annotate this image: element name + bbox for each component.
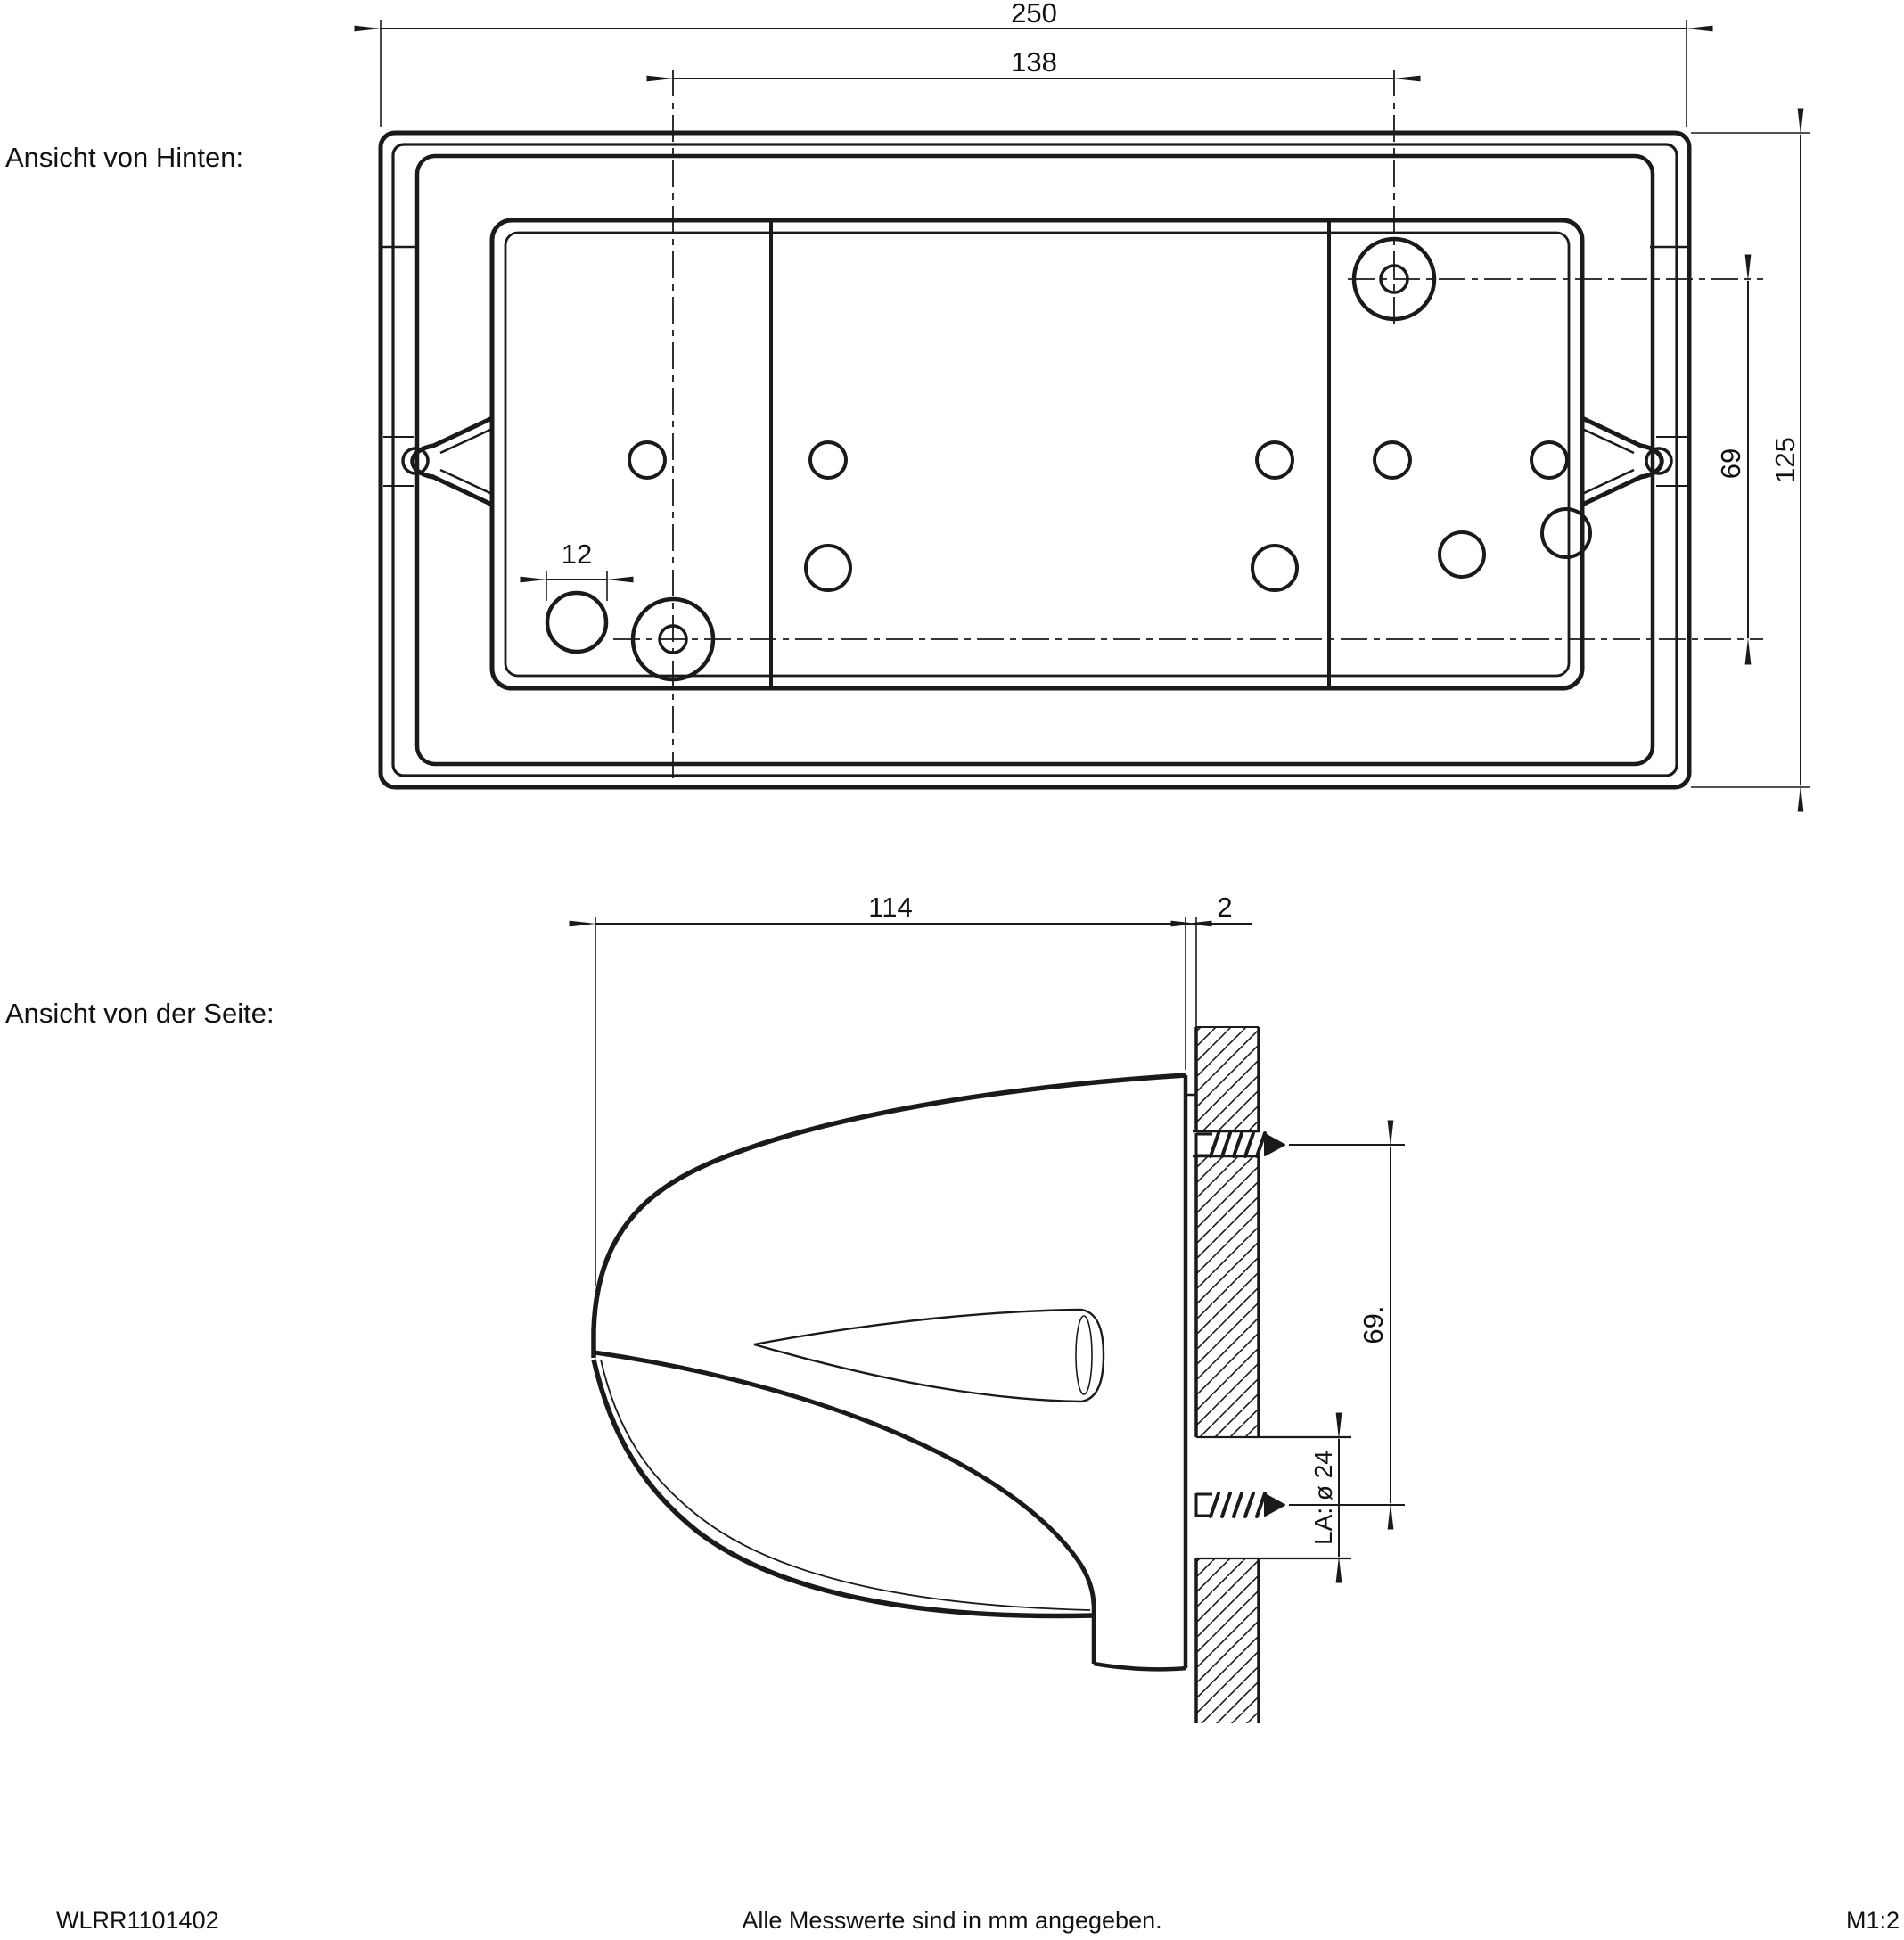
footer-note: Alle Messwerte sind in mm angegeben.: [742, 1907, 1162, 1934]
dim-125-label: 125: [1769, 437, 1801, 483]
canopy-curve: [594, 1075, 1186, 1358]
dim-12-label: 12: [561, 538, 593, 570]
housing-middle-edge: [393, 144, 1677, 776]
wall-section: [1193, 1027, 1351, 1723]
dim-69-rear: [1715, 281, 1748, 638]
dim-250-label: 250: [1011, 0, 1057, 29]
footer: [56, 1907, 1900, 1934]
dim-69-side: [1358, 1147, 1391, 1503]
side-view: [594, 892, 1405, 1723]
housing-inner-edge: [417, 156, 1653, 764]
bracket-right: [1582, 418, 1671, 505]
lamp-body: [594, 1075, 1196, 1669]
dim-2: [1197, 892, 1252, 924]
mounting-plate: [492, 220, 1582, 688]
dim-la24-label: LA: ø 24: [1309, 1451, 1337, 1545]
lamp-holder-tube: [754, 1310, 1104, 1402]
dim-138: [673, 46, 1394, 78]
stem-bottom-edge: [1094, 1664, 1186, 1669]
footer-doc-number: WLRR1101402: [56, 1907, 219, 1934]
dim-la24: [1309, 1439, 1339, 1557]
dim-125: [1691, 133, 1810, 787]
cable-hole-12mm: [547, 593, 606, 652]
footer-scale: M1:2: [1845, 1907, 1900, 1934]
dim-114: [595, 892, 1196, 1286]
dim-2-label: 2: [1217, 892, 1233, 923]
diffuser-top-curve: [595, 1352, 1094, 1605]
dim-69-rear-label: 69: [1715, 448, 1746, 480]
dim-114-label: 114: [868, 892, 913, 923]
plate-holes: [547, 442, 1590, 652]
rear-view: [381, 0, 1810, 787]
dim-69-side-label: 69.: [1358, 1305, 1389, 1344]
rear-view-label: Ansicht von Hinten:: [5, 142, 244, 173]
side-view-label: Ansicht von der Seite:: [5, 998, 275, 1029]
dim-138-label: 138: [1011, 46, 1057, 78]
